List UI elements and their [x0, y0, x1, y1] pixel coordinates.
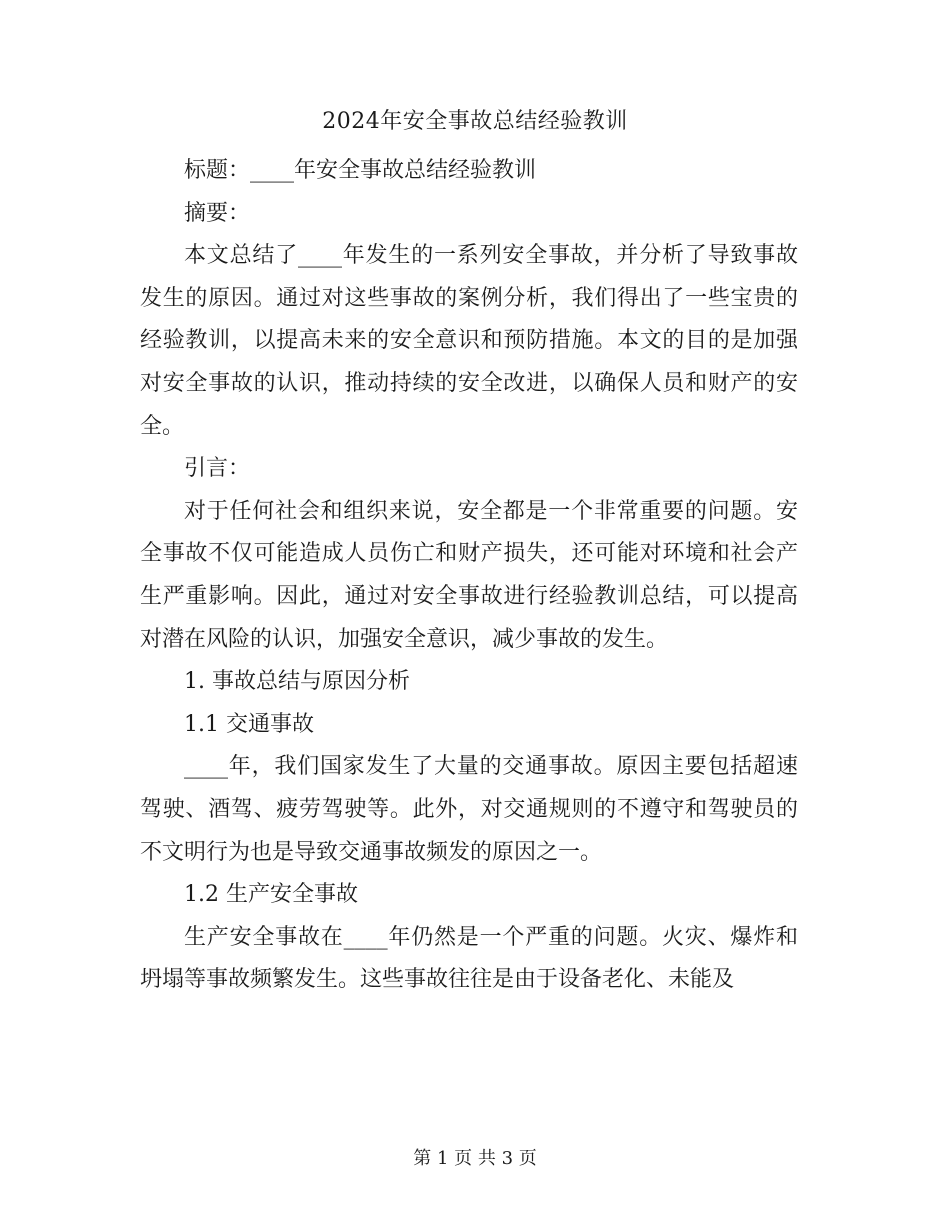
production-accident-paragraph: 生产安全事故在____年仍然是一个严重的问题。火灾、爆炸和坍塌等事故频繁发生。这些事故往往是由于设备老化、未能及 [140, 924, 798, 993]
page-number-footer: 第 1 页 共 3 页 [413, 1148, 537, 1169]
traffic-accident-paragraph: ____年，我们国家发生了大量的交通事故。原因主要包括超速驾驶、酒驾、疲劳驾驶等。此外，对交通规则的不遵守和驾驶员的不文明行为也是导致交通事故频发的原因之一。 [140, 754, 798, 865]
subject-line: 标题：____年安全事故总结经验教训 [184, 158, 537, 183]
document-title: 2024年安全事故总结经验教训 [322, 109, 628, 134]
introduction-paragraph: 对于任何社会和组织来说，安全都是一个非常重要的问题。安全事故不仅可能造成人员伤亡和财产损失，还可能对环境和社会产生严重影响。因此，通过对安全事故进行经验教训总结，可以提高对潜在风险的认识，加强安全意识，减少事故的发生。 [140, 498, 798, 652]
subsection-heading-1-2: 1.2 生产安全事故 [184, 882, 358, 908]
subsection-heading-1-1: 1.1 交通事故 [184, 711, 314, 737]
section-heading-1: 1. 事故总结与原因分析 [184, 669, 410, 695]
abstract-heading: 摘要： [184, 200, 251, 226]
document-body [140, 150, 798, 1002]
introduction-heading: 引言： [184, 456, 251, 482]
abstract-paragraph: 本文总结了____年发生的一系列安全事故，并分析了导致事故发生的原因。通过对这些事故的案例分析，我们得出了一些宝贵的经验教训，以提高未来的安全意识和预防措施。本文的目的是加强对安全事故的认识，推动持续的安全改进，以确保人员和财产的安全。 [140, 243, 798, 439]
